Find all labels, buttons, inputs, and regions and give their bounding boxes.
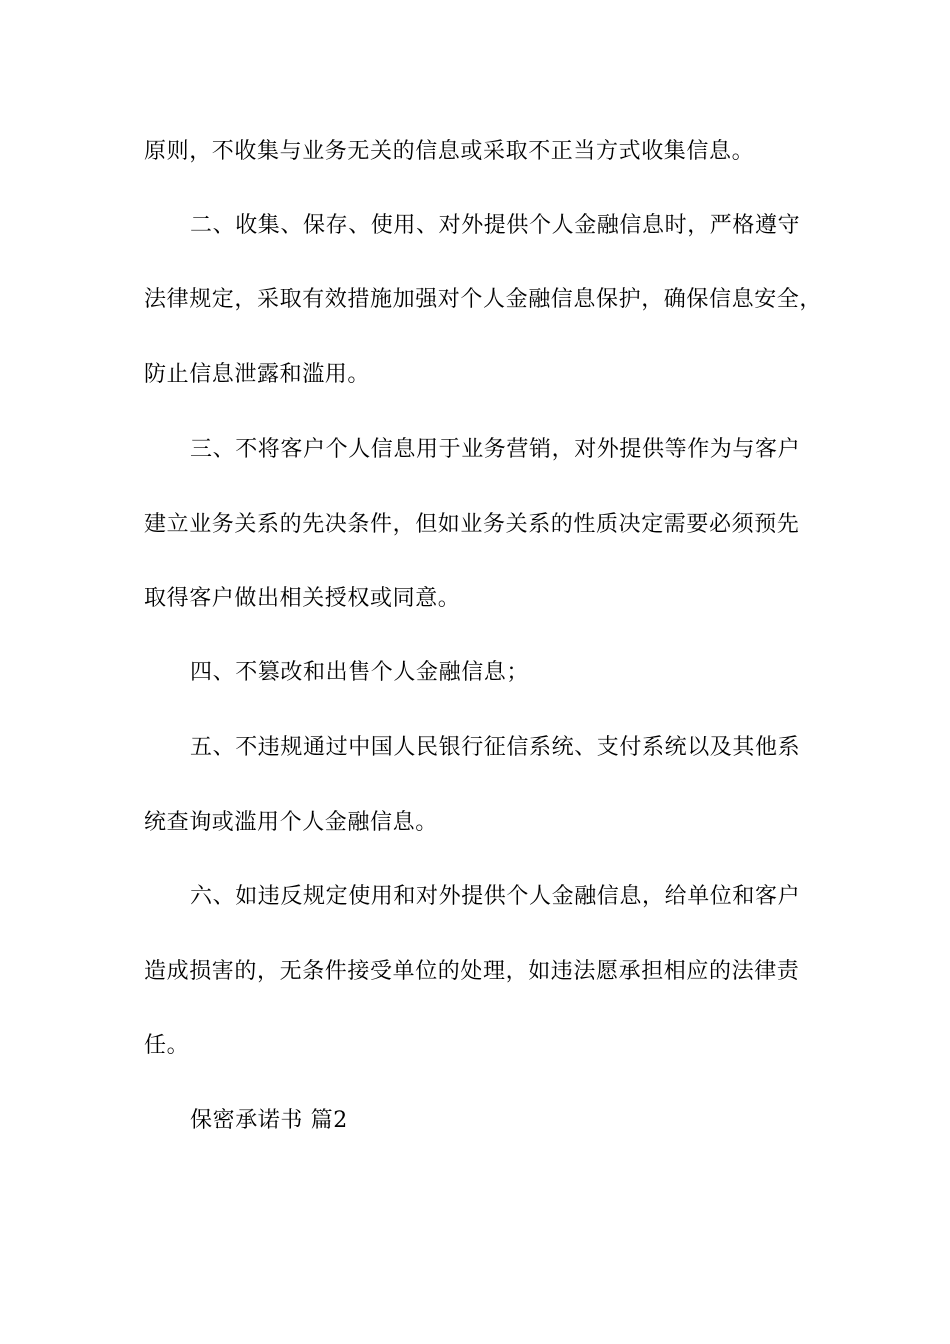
text-line: 统查询或滥用个人金融信息。 — [144, 810, 438, 835]
paragraph-2-start: 二、收集、保存、使用、对外提供个人金融信息时，严格遵守 — [190, 213, 801, 238]
text-line: 法律规定，采取有效措施加强对个人金融信息保护，确保信息安全， — [144, 287, 823, 312]
paragraph-3-start: 三、不将客户个人信息用于业务营销，对外提供等作为与客户 — [190, 437, 801, 462]
text-line: 原则，不收集与业务无关的信息或采取不正当方式收集信息。 — [144, 139, 755, 164]
paragraph-5-start: 五、不违规通过中国人民银行征信系统、支付系统以及其他系 — [190, 735, 801, 760]
paragraph-6-start: 六、如违反规定使用和对外提供个人金融信息，给单位和客户 — [190, 884, 801, 909]
text-line: 防止信息泄露和滥用。 — [144, 362, 371, 387]
section-heading: 保密承诺书 篇2 — [190, 1108, 348, 1133]
text-line: 任。 — [144, 1033, 190, 1058]
paragraph-4: 四、不篡改和出售个人金融信息； — [190, 660, 530, 685]
text-line: 造成损害的，无条件接受单位的处理，如违法愿承担相应的法律责 — [144, 959, 800, 984]
text-line: 取得客户做出相关授权或同意。 — [144, 586, 461, 611]
text-line: 建立业务关系的先决条件，但如业务关系的性质决定需要必须预先 — [144, 512, 800, 537]
